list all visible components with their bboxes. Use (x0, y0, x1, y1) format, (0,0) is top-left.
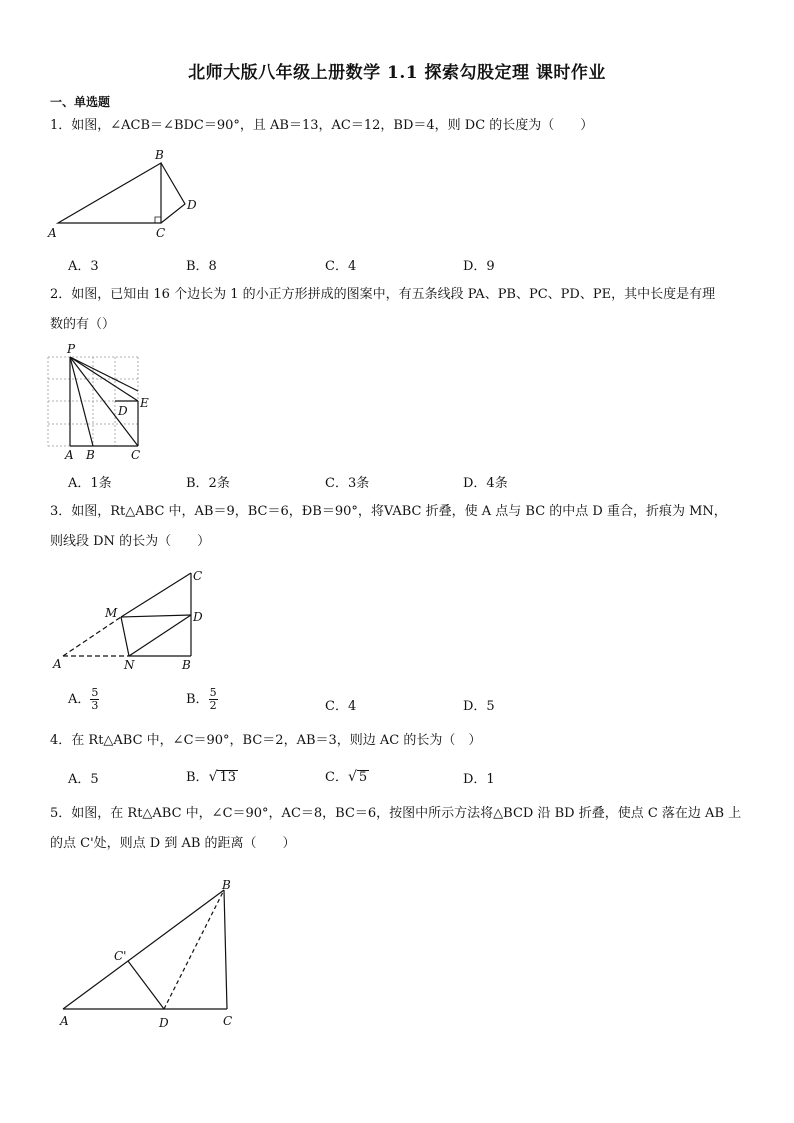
q4-option-b-radicand: 13 (219, 770, 237, 785)
q3-label-d: D (193, 610, 203, 624)
question-4-text: 4．在 Rt△ABC 中，∠C＝90°，BC＝2，AB＝3，则边 AC 的长为（ ） (50, 733, 482, 748)
q3-option-b-prefix: B． (186, 692, 209, 707)
q1-label-a: A (48, 226, 57, 240)
q3-label-n: N (124, 658, 135, 672)
question-2-figure (40, 340, 170, 465)
question-5-line-1: 5．如图，在 Rt△ABC 中，∠C＝90°，AC＝8，BC＝6，按图中所示方法将△BCD 沿 BD 折叠，使点 C 落在边 AB 上 (50, 806, 742, 821)
q5-label-a: A (60, 1014, 69, 1028)
q4-option-c-prefix: C． (325, 770, 348, 785)
q3-option-d[interactable]: D．5 (463, 699, 495, 714)
q2-option-c[interactable]: C．3条 (325, 476, 370, 491)
q3-label-m: M (105, 606, 118, 620)
q3-option-a-numerator: 5 (91, 686, 99, 699)
q3-option-a-denominator: 3 (91, 699, 99, 712)
q1-label-b: B (155, 148, 164, 162)
q4-option-a[interactable]: A．5 (68, 772, 99, 787)
q5-label-cprime: C' (114, 949, 127, 963)
q4-option-c-radical: √ (347, 769, 357, 785)
q2-label-c: C (131, 448, 141, 462)
q3-option-a[interactable] (68, 687, 99, 712)
q3-option-c[interactable]: C．4 (325, 699, 357, 714)
q2-option-d[interactable]: D．4条 (463, 476, 508, 491)
question-3-line-1: 3．如图，Rt△ABC 中，AB＝9，BC＝6，ÐB＝90°，将VABC 折叠，使 A 点与 BC 的中点 D 重合，折痕为 MN， (50, 504, 727, 519)
q3-option-a-prefix: A． (68, 692, 91, 707)
question-3-figure (45, 565, 225, 675)
q2-option-b[interactable]: B．2条 (186, 476, 230, 491)
question-3-line-2: 则线段 DN 的长为（ ） (50, 534, 211, 549)
q4-option-b-radical: √ (208, 769, 218, 785)
question-2-line-1: 2．如图，已知由 16 个边长为 1 的小正方形拼成的图案中，有五条线段 PA、PB、PC、PD、PE，其中长度是有理 (50, 287, 716, 302)
q1-label-d: D (187, 198, 197, 212)
q4-option-d[interactable]: D．1 (463, 772, 495, 787)
q2-label-d: D (118, 404, 128, 418)
question-1-text: 1．如图，∠ACB＝∠BDC＝90°，且 AB＝13，AC＝12，BD＝4，则 DC 的长度为（ ） (50, 118, 594, 133)
q3-option-a-fraction (90, 687, 99, 712)
q1-option-b[interactable]: B．8 (186, 259, 217, 274)
q3-label-b: B (182, 658, 191, 672)
q4-option-c[interactable] (325, 766, 369, 785)
q1-label-c: C (156, 226, 166, 240)
q3-option-b-fraction (209, 687, 218, 712)
q2-label-a: A (65, 448, 74, 462)
q3-label-c: C (193, 569, 203, 583)
q2-label-b: B (86, 448, 95, 462)
q4-option-b[interactable] (186, 766, 238, 785)
q5-label-c: C (223, 1014, 233, 1028)
q3-label-a: A (53, 657, 62, 671)
q3-option-b-numerator: 5 (209, 686, 217, 699)
q5-label-b: B (222, 878, 231, 892)
q2-option-a[interactable]: A．1条 (68, 476, 112, 491)
question-5-line-2: 的点 C'处，则点 D 到 AB 的距离（ ） (50, 836, 296, 851)
q2-label-p: P (67, 342, 76, 356)
q3-option-b-denominator: 2 (209, 699, 217, 712)
q4-option-b-prefix: B． (186, 770, 209, 785)
question-2-line-2: 数的有（） (50, 317, 116, 332)
q1-option-d[interactable]: D．9 (463, 259, 495, 274)
section-heading: 一、单选题 (50, 95, 111, 109)
question-1-figure (40, 145, 220, 245)
q3-option-b[interactable] (186, 687, 218, 712)
q4-option-c-radicand: 5 (358, 770, 368, 785)
q1-option-a[interactable]: A．3 (68, 259, 99, 274)
q2-label-e: E (140, 396, 149, 410)
question-5-figure (50, 875, 250, 1035)
page-title: 北师大版八年级上册数学 1.1 探索勾股定理 课时作业 (188, 63, 606, 83)
q5-label-d: D (159, 1016, 169, 1030)
q1-option-c[interactable]: C．4 (325, 259, 357, 274)
